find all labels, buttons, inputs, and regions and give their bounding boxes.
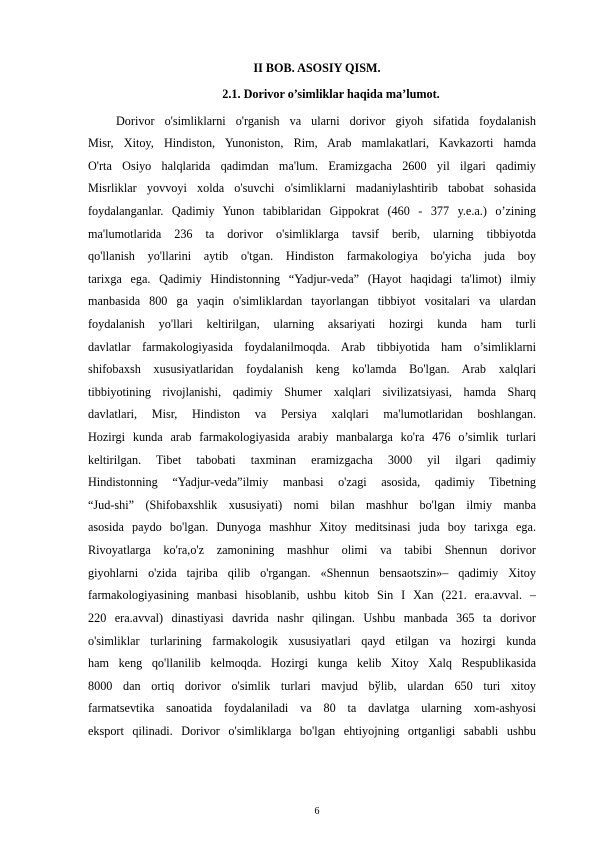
text-line: 8000 dan ortiq dorivor o'simlik turlari mavjud bўlib, ulardan 650 turi xitoy [88, 678, 536, 693]
text-line: O'rta Osiyo halqlarida qadimdan ma'lum. Eramizgacha 2600 yil ilgari qadimiy [88, 158, 536, 173]
text-line: tarixga ega. Qadimiy Hindistonning “Yadjur-veda” (Hayot haqidagi ta'limot) ilmiy [88, 271, 536, 286]
text-line: 220 era.avval) dinastiyasi davrida nashr qilingan. Ushbu manbada 365 ta dorivor [88, 610, 536, 625]
text-line: Hindistonning “Yadjur-veda”ilmiy manbasi o'zagi asosida, qadimiy Tibetning [88, 475, 536, 490]
text-line: giyohlarni o'zida tajriba qilib o'rgangan. «Shennun bensaotszin»– qadimiy Xitoy [88, 565, 536, 580]
text-line: eksport qilinadi. Dorivor o'simliklarga bo'lgan ehtiyojning ortganligi sababli ushbu [88, 723, 536, 738]
text-line: shifobaxsh xususiyatlaridan foydalanish keng ko'lamda Bo'lgan. Arab xalqlari [88, 362, 536, 377]
text-line: farmatsevtika sanoatida foydalaniladi va 80 ta davlatga ularning xom-ashyosi [88, 701, 536, 716]
text-line: davlatlari, Misr, Hindiston va Persiya xalqlari ma'lumotlaridan boshlangan. [88, 407, 536, 422]
chapter-title: II BOB. ASOSIY QISM. [253, 61, 381, 75]
section-title: 2.1. Dorivor o’simliklar haqida ma’lumot. [222, 87, 440, 101]
text-line: “Jud-shi” (Shifobaxshlik xususiyati) nomi bilan mashhur bo'lgan ilmiy manba [88, 497, 536, 512]
text-line: ma'lumotlarida 236 ta dorivor o'simliklarga tavsif berib, ularning tibbiyotda [88, 226, 536, 241]
text-line: keltirilgan. Tibet tabobati taxminan eramizgacha 3000 yil ilgari qadimiy [88, 452, 536, 467]
text-line: farmakologiyasining manbasi hisoblanib, ushbu kitob Sin I Xan (221. era.avval. – [88, 588, 536, 603]
text-line: Rivoyatlarga ko'ra,o'z zamonining mashhur olimi va tabibi Shennun dorivor [88, 543, 536, 558]
text-line: davlatlar farmakologiyasida foydalanilmoqda. Arab tibbiyotida ham o’simliklarni [88, 339, 536, 354]
text-line: Misrliklar yovvoyi xolda o'suvchi o'simliklarni madaniylashtirib tabobat sohasida [88, 181, 536, 196]
text-line: Misr, Xitoy, Hindiston, Yunoniston, Rim, Arab mamlakatlari, Kavkazorti hamda [88, 136, 536, 151]
text-line: foydalanganlar. Qadimiy Yunon tabiblaridan Gippokrat (460 - 377 y.e.a.) o’zining [88, 203, 536, 218]
text-line: manbasida 800 ga yaqin o'simliklardan tayorlangan tibbiyot vositalari va ulardan [88, 294, 536, 309]
text-line: o'simliklar turlarining farmakologik xususiyatlari qayd etilgan va hozirgi kunda [88, 633, 536, 648]
text-line: qo'llanish yo'llarini aytib o'tgan. Hindiston farmakologiya bo'yicha juda boy [88, 249, 536, 264]
text-line: tibbiyotining rivojlanishi, qadimiy Shumer xalqlari sivilizatsiyasi, hamda Sharq [88, 384, 536, 399]
text-line: Hozirgi kunda arab farmakologiyasida arabiy manbalarga ko'ra 476 o’simlik turlari [88, 430, 536, 445]
text-line: ham keng qo'llanilib kelmoqda. Hozirgi kunga kelib Xitoy Xalq Respublikasida [88, 656, 536, 671]
page-number: 6 [314, 806, 320, 817]
text-line: Dorivor o'simliklarni o'rganish va ularni dorivor giyoh sifatida foydalanish [116, 113, 536, 128]
text-line: asosida paydo bo'lgan. Dunyoga mashhur Xitoy meditsinasi juda boy tarixga ega. [88, 520, 536, 535]
body-paragraph [88, 110, 536, 743]
text-line: foydalanish yo'llari keltirilgan, ularning aksariyati hozirgi kunda ham turli [88, 316, 536, 331]
